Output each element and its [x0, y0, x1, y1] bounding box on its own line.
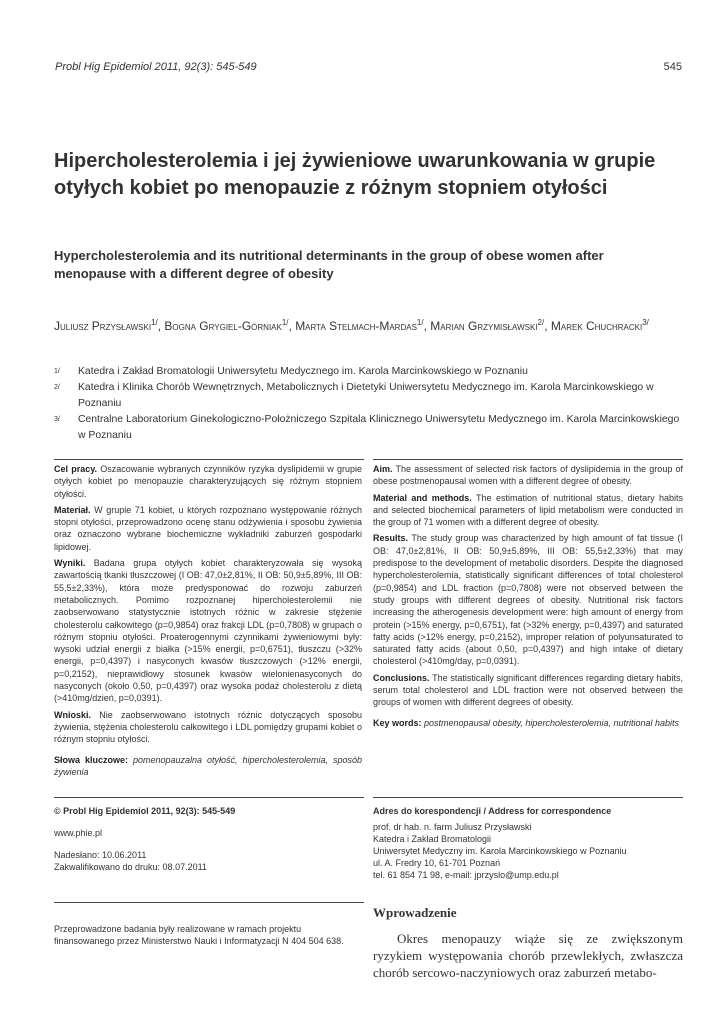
author: Marek Chuchracki$^{3/}$ — [550, 318, 649, 333]
affiliation: 1/ Katedra i Zakład Bromatologii Uniwersytetu Medycznego im. Karola Marcinkowskiego w Poznaniu — [54, 366, 528, 377]
correspondence-heading: Adres do korespondencji / Address for correspondence — [373, 806, 612, 816]
correspondence-line: prof. dr hab. n. farm Juliusz Przysławski — [373, 822, 532, 832]
divider — [373, 797, 683, 798]
correspondence-line: Uniwersytet Medyczny im. Karola Marcinkowskiego w Poznaniu — [373, 846, 627, 856]
affiliation: 2/ Katedra i Klinika Chorób Wewnętrznych, Metabolicznych i Dietetyki Uniwersytetu Medycznego im. Karola Marcinkowskiego w Poznaniu — [54, 382, 654, 409]
correspondence-line: ul. A. Fredry 10, 61-701 Poznań — [373, 858, 501, 868]
divider — [54, 797, 364, 798]
received-date: Nadesłano: 10.06.2011 — [54, 850, 147, 860]
author: Juliusz Przysławski$^{1/}$, — [54, 318, 165, 333]
author: Bogna Grygiel-Górniak$^{1/}$, — [164, 318, 296, 333]
correspondence-line: Katedra i Zakład Bromatologii — [373, 834, 492, 844]
correspondence-line: tel. 61 854 71 98, e-mail: jprzyslo@ump.edu.pl — [373, 870, 559, 880]
page-number: 545 — [663, 61, 682, 73]
section-heading: Wprowadzenie — [373, 905, 457, 920]
affiliations — [54, 364, 684, 444]
author: Marian Grzymisławski$^{2/}$, — [430, 318, 551, 333]
author-list — [54, 313, 674, 336]
title-polish: Hipercholesterolemia i jej żywieniowe uwarunkowania w grupie otyłych kobiet po menopauzie z różnym stopniem otyłości — [54, 150, 656, 199]
author: Marta Stelmach-Mardas$^{1/}$, — [295, 318, 431, 333]
accepted-date: Zakwalifikowano do druku: 08.07.2011 — [54, 862, 207, 872]
title-english: Hypercholesterolemia and its nutritional determinants in the group of obese women after menopause with a different degree of obesity — [54, 248, 604, 281]
article-info — [54, 805, 364, 873]
journal-header: Probl Hig Epidemiol 2011, 92(3): 545-549 — [55, 61, 257, 73]
affiliation: 3/ Centralne Laboratorium Ginekologiczno-Położniczego Szpitala Klinicznego Uniwersytetu Medycznego im. Karola Marcinkowskiego w Poznaniu — [54, 414, 680, 441]
divider — [373, 459, 683, 460]
divider — [54, 459, 364, 460]
citation: © Probl Hig Epidemiol 2011, 92(3): 545-549 — [54, 806, 236, 816]
journal-url: www.phie.pl — [54, 828, 103, 838]
intro-paragraph: Okres menopauzy wiąże się ze zwiększonym ryzykiem występowania chorób przewlekłych, zwłaszcza chorób sercowo-naczyniowych oraz zaburzeń metabo- — [373, 931, 683, 980]
divider — [54, 902, 364, 903]
funding-note: Przeprowadzone badania były realizowane w ramach projektu finansowanego przez Ministerstwo Nauki i Informatyzacji N 404 504 638. — [54, 924, 344, 946]
abstract-english: Aim. The assessment of selected risk factors of dyslipidemia in the group of obese postmenopausal women with a different degree of obesity. Material and methods. The estimation of nutritional status, dietary habits and selected biochemical parameters of lipid metabolism were conducted in the group of 71 women with a different degree of obesity. Results. The study group was characterized by high amount of fat tissue (I OB: 47,0±2,81%, II OB: 50,9±5,89%, III OB: 55,5±2,33%) that may predispose to the development of metabolic disorders. Despite the diagnosed hypercholesterolemia, statistically significant differences of total cholesterol (p=0,9854) and LDL fraction (p=0,7808) were not observed between the study groups with different degrees of obesity. Nutritional risk factors increasing the atherogenesis development were: high amount of energy from protein (>15% energy, p=0,6751), fat (>32% energy, p=0,4397) and saturated fatty acids (>12% energy, p=0,2152), improper relation of polyunsaturated to saturated fatty acids (about 0,50, p=0,4397) and high intake of dietary cholesterol (>410mg/day, p=0,0391). Conclusions. The statistically significant differences regarding dietary habits, serum total cholesterol and LDL fraction were not observed between the groups of women with different degrees of obesity. Key words: postmenopausal obesity, hipercholesterolemia, nutritional habits — [373, 464, 683, 728]
abstract-polish: Cel pracy. Oszacowanie wybranych czynników ryzyka dyslipidemii w grupie otyłych kobiet po menopauzie charakteryzujących się różnym stopniem otyłości. Materiał. W grupie 71 kobiet, u których rozpoznano występowanie różnych stopni otyłości, przeprowadzono ocenę stanu odżywienia i sposobu żywienia oraz oznaczono wybrane biochemiczne wykładniki zaburzeń gospodarki lipidowej. Wyniki. Badana grupa otyłych kobiet charakteryzowała się wysoką zawartością tkanki tłuszczowej (I OB: 47,0±2,81%, II OB: 50,9±5,89%, III OB: 55,5±2,33%), która może predysponować do rozwoju zaburzeń metabolicznych. Pomimo rozpoznanej hipercholesterolemii nie zaobserwowano statystycznie istotnych różnic w zakresie stężenie cholesterolu całkowitego (p=0,9854) oraz frakcji LDL (p=0,7808) w grupach o różnym stopniu otyłości. Proaterogennymi czynnikami żywieniowymi były: wysoki udział energii z białka (>15% energii, p=0,6751), tłuszczu (>32% energii, p=0,4397) i nasyconych kwasów tłuszczowych (>12% energii, p=0,2152), nieprawidłowy stosunek kwasów wielonienasyconych do nasyconych (około 0,50, p=0,4397) oraz wysoka podaż cholesterolu z dietą (>410mg/dzień, p=0,0391). Wnioski. Nie zaobserwowano istotnych różnic dotyczących sposobu żywienia, stężenia cholesterolu całkowitego i LDL pomiędzy grupami kobiet o różnym stopniu otyłości. Słowa kluczowe: pomenopauzalna otyłość, hipercholesterolemia, sposób żywienia — [54, 464, 362, 777]
correspondence — [373, 805, 673, 881]
